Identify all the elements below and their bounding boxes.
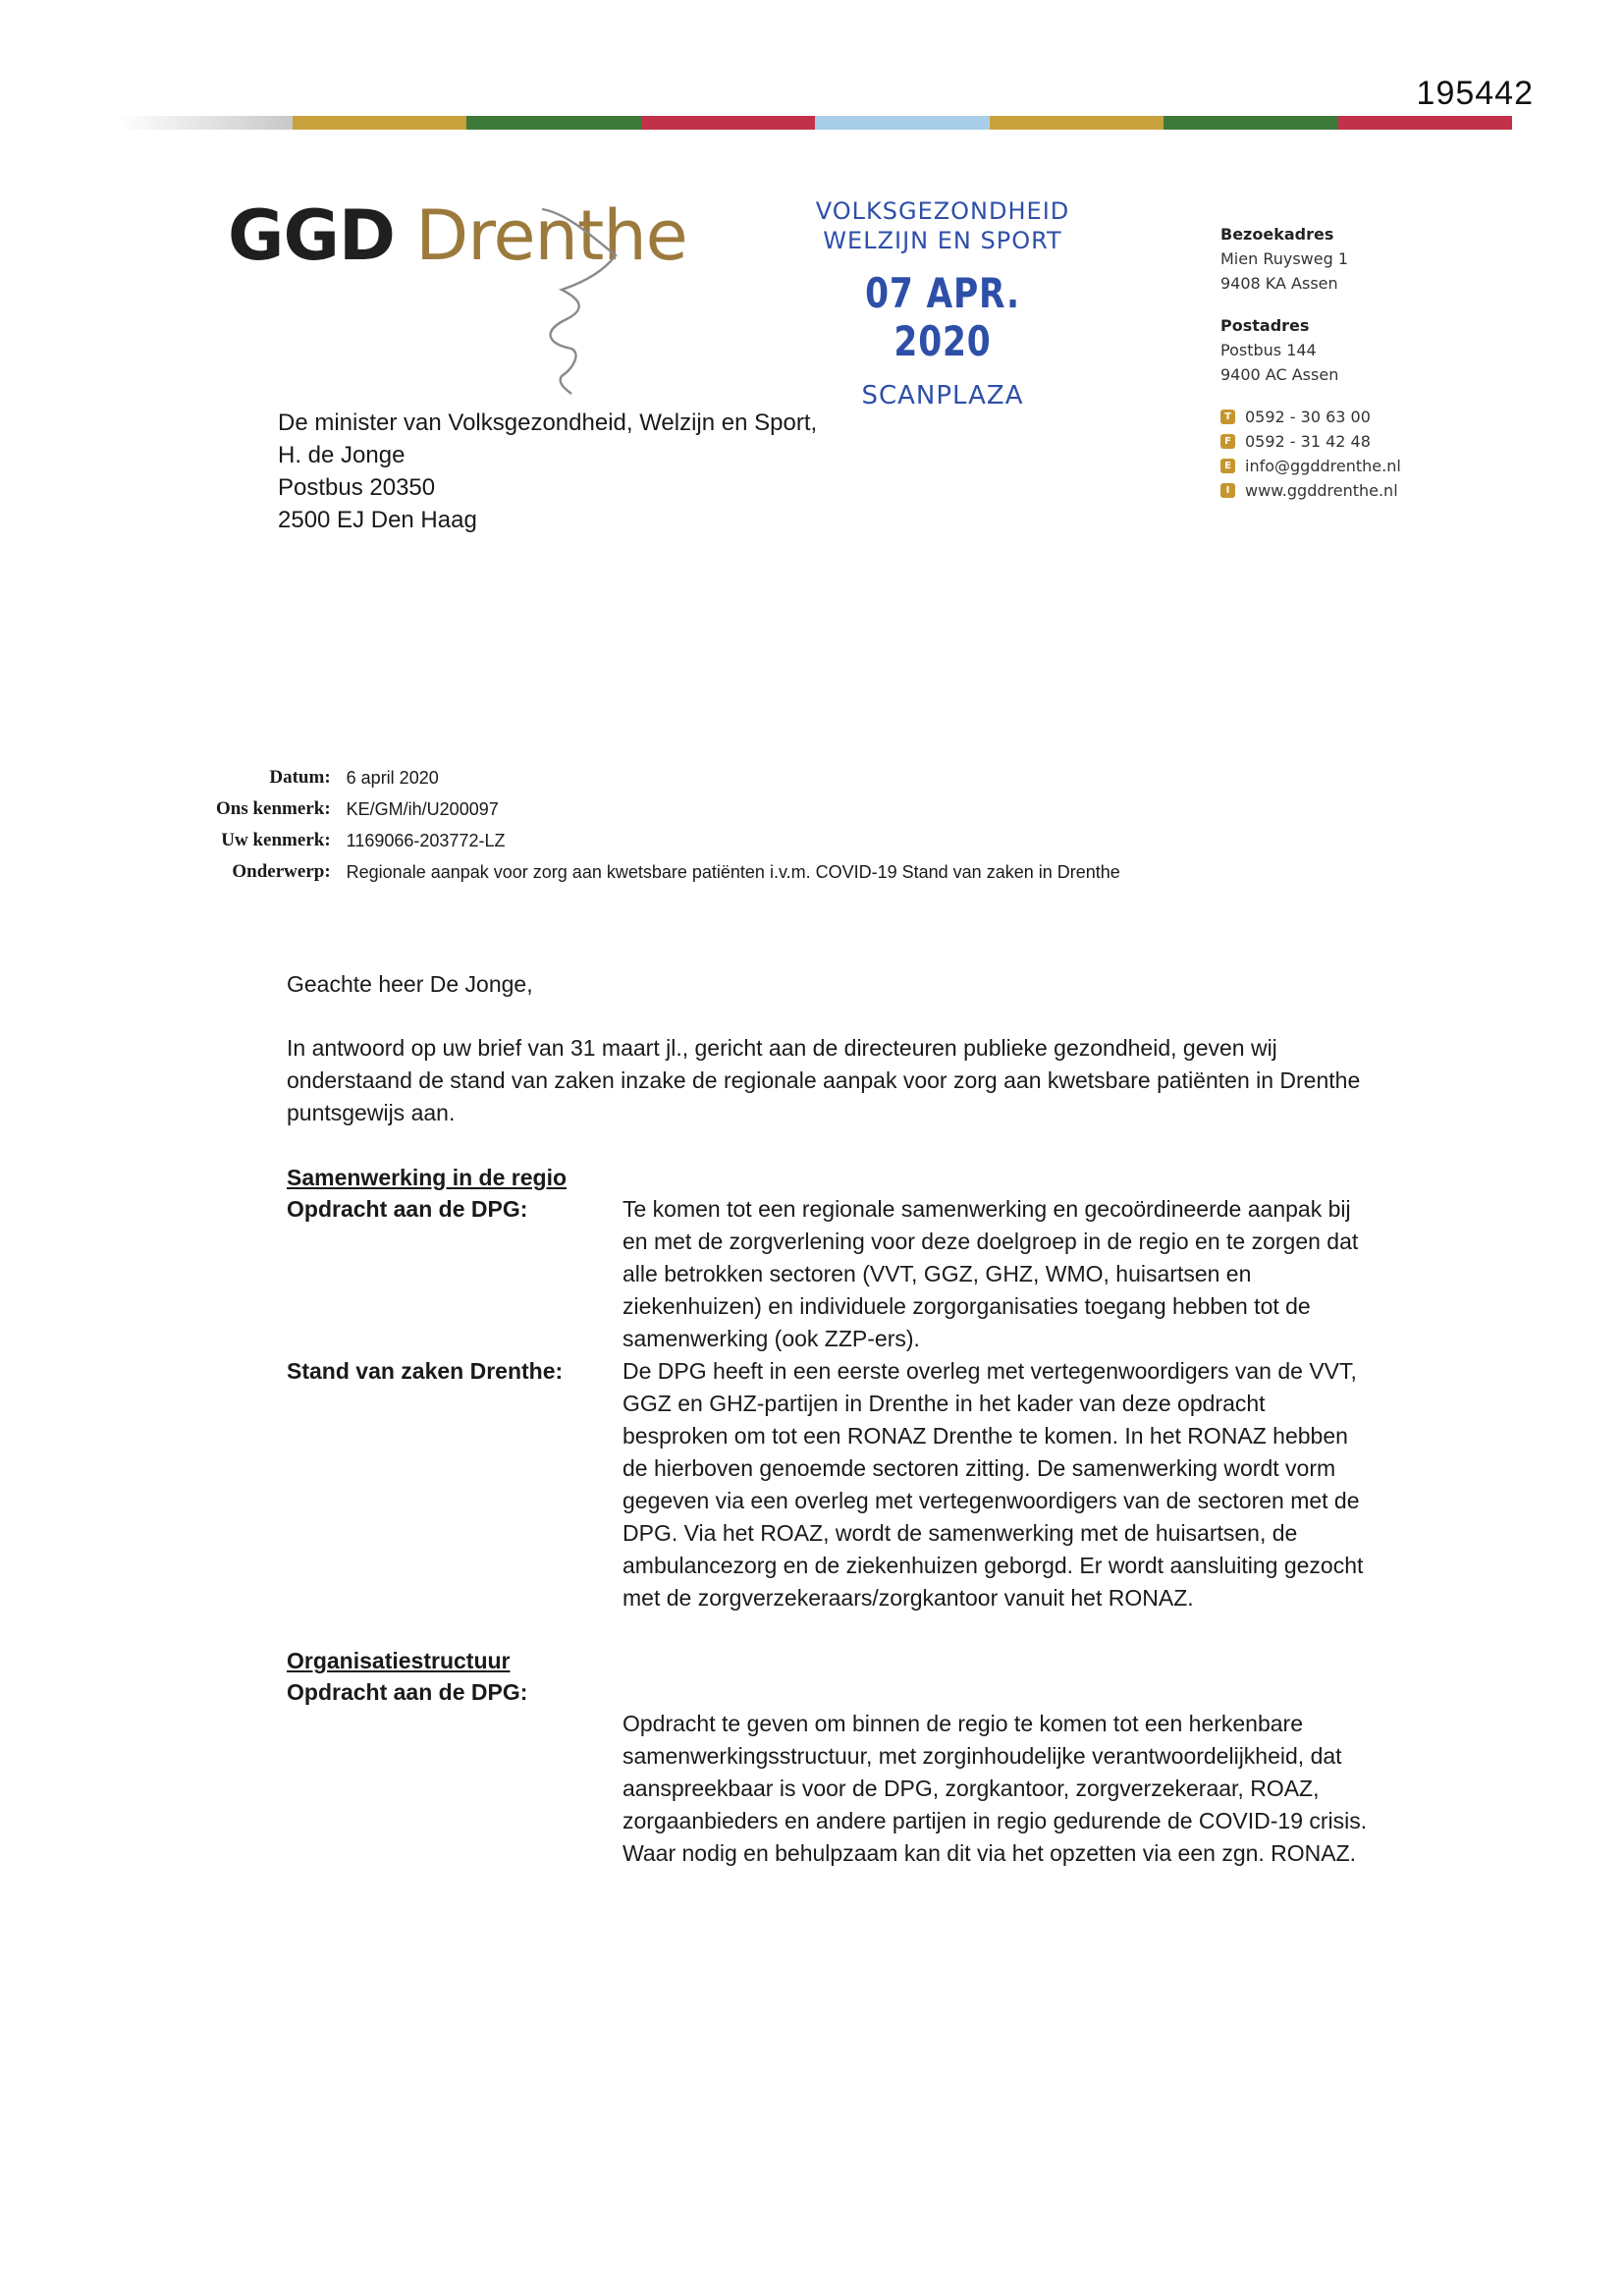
recipient-line-3: Postbus 20350 <box>278 474 436 501</box>
contact-block <box>1220 222 1401 520</box>
subject-label: Onderwerp: <box>232 861 331 882</box>
section-organisatiestructuur <box>287 1646 1386 1870</box>
item-label: Opdracht aan de DPG: <box>287 1679 528 1705</box>
visit-address-heading: Bezoekadres <box>1220 225 1334 244</box>
meta-row-subject <box>216 856 1120 888</box>
postal-address-heading: Postadres <box>1220 316 1310 335</box>
meta-row-date <box>216 762 1120 793</box>
item-label: Opdracht aan de DPG: <box>287 1196 528 1222</box>
date-value: 6 april 2020 <box>346 768 439 788</box>
color-bar-segment <box>118 116 293 130</box>
date-label: Datum: <box>269 767 331 788</box>
item-text: Te komen tot een regionale samenwerking en gecoördineerde aanpak bij en met de zorgverlening voor deze doelgroep in de regio en te zorgen dat alle betrokken sectoren (VVT, GGZ, GHZ, WMO, huisartsen en ziekenhuizen) en individuele zorgorganisaties toegang hebben tot de samenwerking (ook ZZP-ers). <box>623 1196 1359 1351</box>
letter-body <box>287 968 1386 1901</box>
document-number: 195442 <box>1416 75 1534 112</box>
your-ref-value: 1169066-203772-LZ <box>346 831 506 850</box>
meta-row-your-ref <box>216 825 1120 856</box>
visit-address <box>1220 222 1401 296</box>
header-color-bar <box>118 116 1512 130</box>
letter-meta <box>216 762 1120 888</box>
serpent-icon <box>228 201 640 398</box>
section-samenwerking <box>287 1163 1386 1614</box>
stamp-scanplaza: SCANPLAZA <box>861 381 1024 410</box>
visit-street: Mien Ruysweg 1 <box>1220 249 1349 268</box>
website-row <box>1220 478 1401 503</box>
postal-box: Postbus 144 <box>1220 341 1317 359</box>
our-ref-value: KE/GM/ih/U200097 <box>346 799 499 819</box>
color-bar-segment <box>293 116 467 130</box>
stamp-line-1: VOLKSGEZONDHEID <box>815 197 1070 225</box>
visit-city: 9408 KA Assen <box>1220 274 1338 293</box>
logo-drenthe: Drenthe <box>415 195 687 276</box>
recipient-line-4: 2500 EJ Den Haag <box>278 507 477 533</box>
stamp-date: 07 APR. 2020 <box>865 269 1020 365</box>
section-title: Samenwerking in de regio <box>287 1165 568 1190</box>
item-text: Opdracht te geven om binnen de regio te komen tot een herkenbare samenwerkingsstructuur, met zorginhoudelijke verantwoordelijkheid, dat aanspreekbaar is voor de DPG, zorgkantoor, zorgverzekeraar, ROAZ, zorgaanbieders en andere partijen in regio gedurende de COVID-19 crisis. Waar nodig en behulpzaam kan dit via het opzetten via een zgn. RONAZ. <box>623 1711 1368 1866</box>
website-icon: I <box>1220 483 1235 498</box>
intro-paragraph: In antwoord op uw brief van 31 maart jl., gericht aan de directeuren publieke gezondheid, geven wij onderstaand de stand van zaken inzake de regionale aanpak voor zorg aan kwetsbare patiënten in Drenthe puntsgewijs aan. <box>287 1035 1361 1125</box>
section-item <box>287 1676 1386 1870</box>
logo-ggd: GGD <box>228 195 396 276</box>
color-bar-segment <box>1164 116 1338 130</box>
phone-row <box>1220 405 1401 429</box>
recipient-address <box>278 407 817 536</box>
color-bar-segment <box>990 116 1164 130</box>
color-bar-segment <box>641 116 816 130</box>
salutation: Geachte heer De Jonge, <box>287 971 533 997</box>
meta-row-our-ref <box>216 793 1120 825</box>
email-address: info@ggddrenthe.nl <box>1245 457 1401 475</box>
contact-channels <box>1220 405 1401 503</box>
color-bar-segment <box>1338 116 1513 130</box>
receipt-stamp <box>815 196 1070 410</box>
phone-icon: T <box>1220 410 1235 424</box>
phone-number: 0592 - 30 63 00 <box>1245 408 1371 426</box>
subject-value: Regionale aanpak voor zorg aan kwetsbare patiënten i.v.m. COVID-19 Stand van zaken in Drenthe <box>346 862 1120 882</box>
item-text: De DPG heeft in een eerste overleg met vertegenwoordigers van de VVT, GGZ en GHZ-partijen in Drenthe in het kader van deze opdracht besproken om tot een RONAZ Drenthe te komen. In het RONAZ hebben de hierboven genoemde sectoren zitting. De samenwerking wordt vorm gegeven via een overleg met vertegenwoordigers van de sectoren met de DPG. Via het ROAZ, wordt de samenwerking met de huisartsen, de ambulancezorg en de ziekenhuizen geborgd. Er wordt aansluiting gezocht met de zorgverzekeraars/zorgkantoor vanuit het RONAZ. <box>623 1358 1364 1611</box>
color-bar-segment <box>466 116 641 130</box>
website-url: www.ggddrenthe.nl <box>1245 481 1398 500</box>
ggd-drenthe-logo <box>228 195 687 398</box>
recipient-line-2: H. de Jonge <box>278 442 406 468</box>
section-title: Organisatiestructuur <box>287 1648 511 1673</box>
our-ref-label: Ons kenmerk: <box>216 798 331 819</box>
item-label: Stand van zaken Drenthe: <box>287 1358 564 1384</box>
stamp-line-2: WELZIJN EN SPORT <box>823 227 1062 254</box>
email-row <box>1220 454 1401 478</box>
section-item <box>287 1193 1386 1355</box>
color-bar-segment <box>815 116 990 130</box>
email-icon: E <box>1220 459 1235 473</box>
fax-row <box>1220 429 1401 454</box>
fax-number: 0592 - 31 42 48 <box>1245 432 1371 451</box>
your-ref-label: Uw kenmerk: <box>221 830 331 850</box>
recipient-line-1: De minister van Volksgezondheid, Welzijn en Sport, <box>278 410 818 436</box>
fax-icon: F <box>1220 434 1235 449</box>
postal-address <box>1220 313 1401 387</box>
section-item <box>287 1355 1386 1614</box>
postal-city: 9400 AC Assen <box>1220 365 1339 384</box>
meta-table <box>216 762 1120 888</box>
